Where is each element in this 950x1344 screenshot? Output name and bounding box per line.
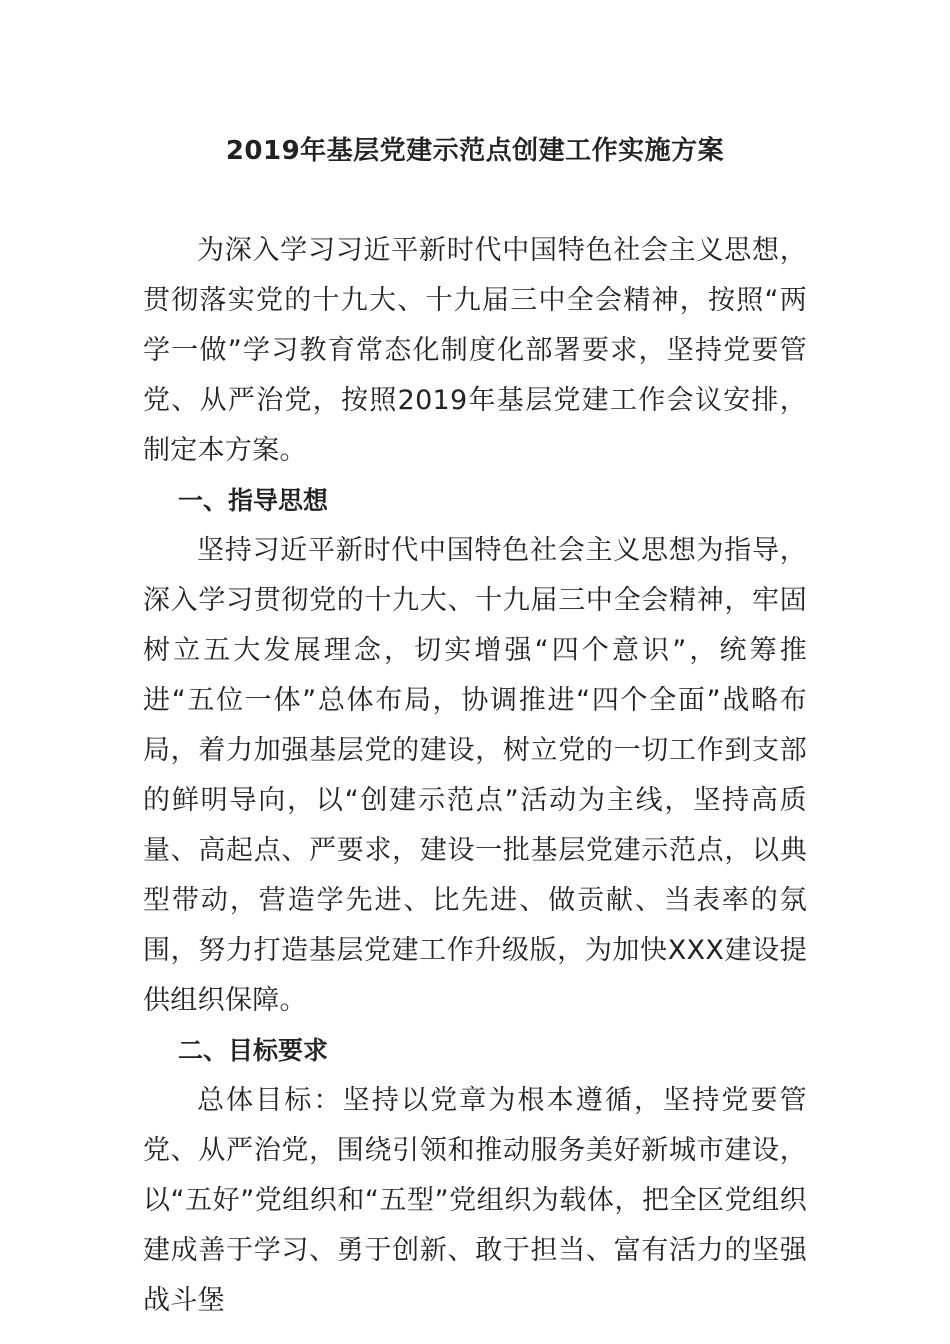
goals-paragraph: 总体目标：坚持以党章为根本遵循，坚持党要管党、从严治党，围绕引领和推动服务美好新城市建设，以“五好”党组织和“五型”党组织为载体，把全区党组织建成善于学习、勇于创新、敢于担当、富有活力的坚强战斗堡 (143, 1085, 807, 1316)
document-body (143, 226, 807, 1326)
document-title: 2019年基层党建示范点创建工作实施方案 (225, 136, 725, 166)
section-heading-goals: 二、目标要求 (178, 1036, 329, 1065)
section-heading-guiding-thought: 一、指导思想 (178, 486, 329, 515)
guiding-thought-paragraph: 坚持习近平新时代中国特色社会主义思想为指导，深入学习贯彻党的十九大、十九届三中全会精神，牢固树立五大发展理念，切实增强“四个意识”，统筹推进“五位一体”总体布局，协调推进“四个全面”战略布局，着力加强基层党的建设，树立党的一切工作到支部的鲜明导向，以“创建示范点”活动为主线，坚持高质量、高起点、严要求，建设一批基层党建示范点，以典型带动，营造学先进、比先进、做贡献、当表率的氛围，努力打造基层党建工作升级版，为加快XXX建设提供组织保障。 (143, 535, 807, 1016)
intro-paragraph: 为深入学习习近平新时代中国特色社会主义思想，贯彻落实党的十九大、十九届三中全会精神，按照“两学一做”学习教育常态化制度化部署要求，坚持党要管党、从严治党，按照2019年基层党建工作会议安排，制定本方案。 (143, 235, 807, 466)
